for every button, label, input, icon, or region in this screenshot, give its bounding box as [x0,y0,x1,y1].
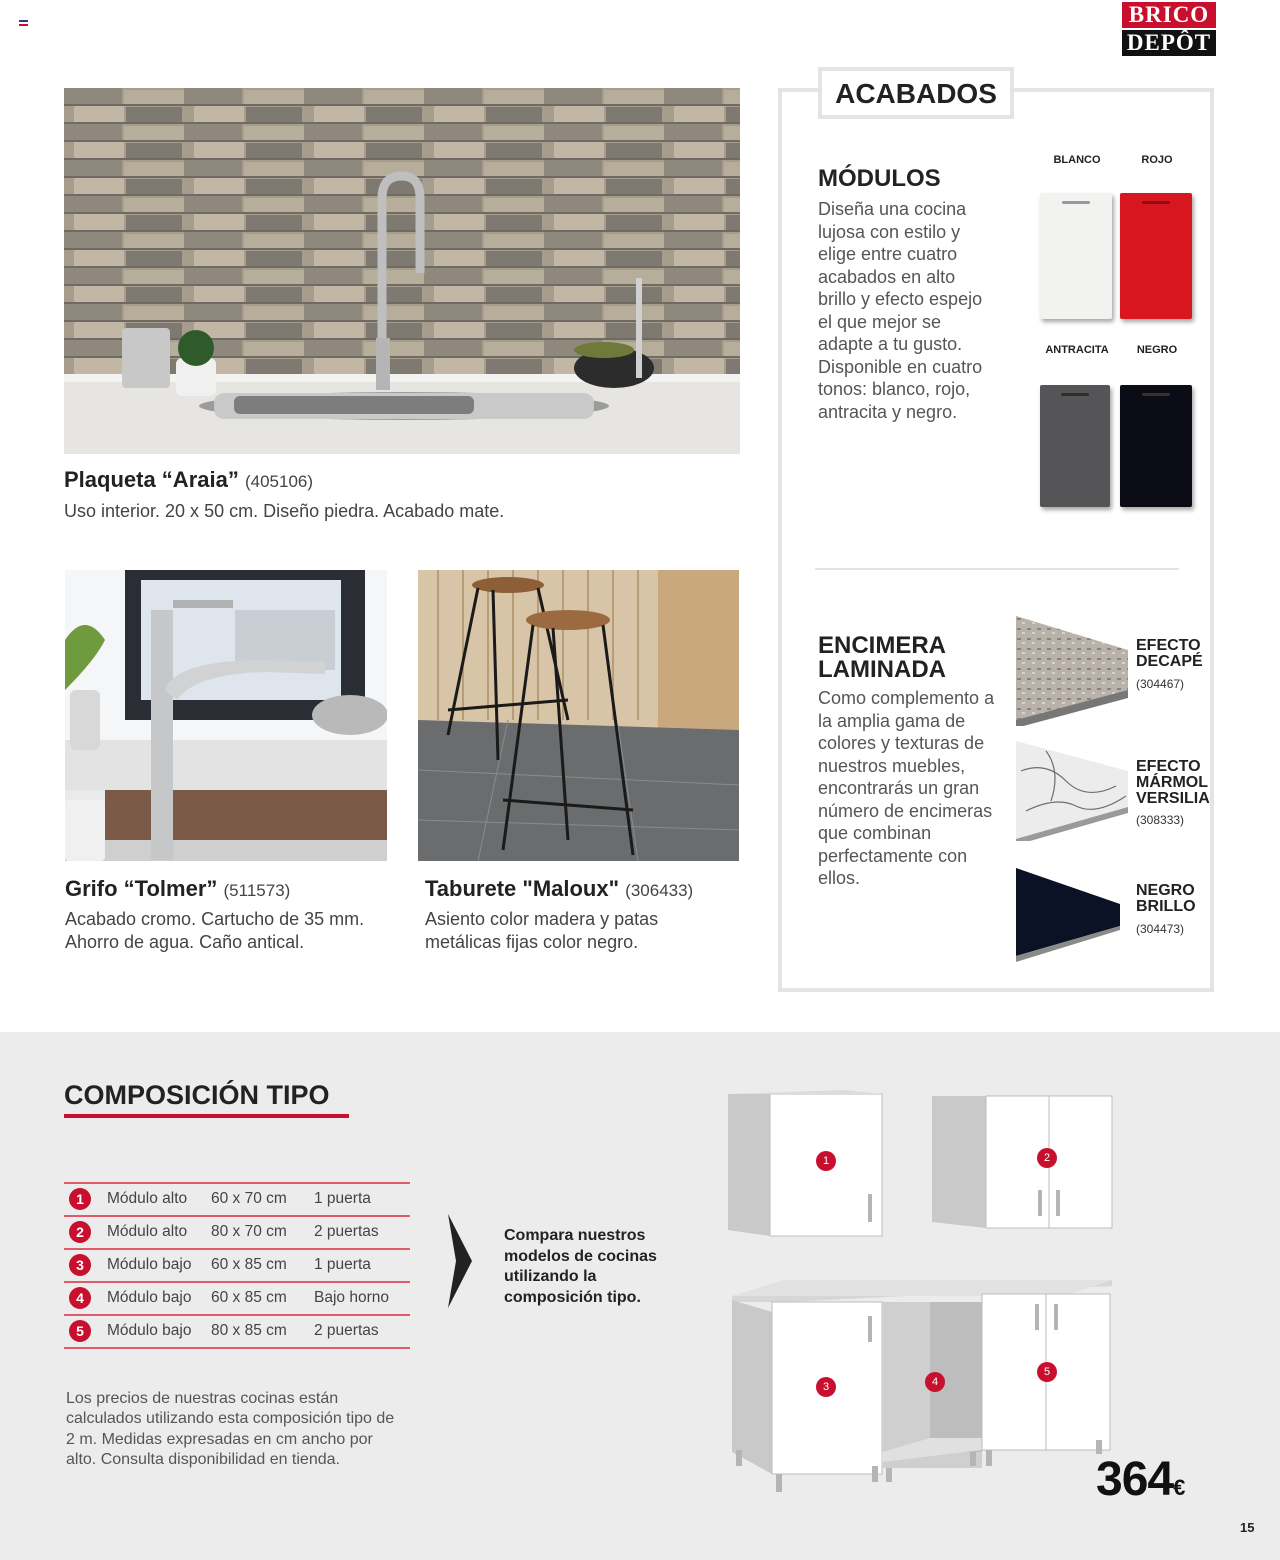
row-number: 5 [69,1320,91,1342]
encimera-decape-sample [1016,616,1128,726]
row-detail: 2 puertas [314,1223,379,1240]
row-detail: 1 puerta [314,1190,371,1207]
row-module: Módulo bajo [107,1322,192,1339]
row-detail: 1 puerta [314,1256,371,1273]
plaqueta-araia-photo [64,88,740,454]
composicion-price [1096,1452,1184,1507]
modulos-title: MÓDULOS [818,165,941,192]
row-number: 4 [69,1287,91,1309]
swatch-rojo [1120,193,1192,319]
row-size: 80 x 85 cm [211,1322,287,1339]
brico-depot-logo [1120,0,1218,57]
decape-line-1: EFECTO [1136,637,1201,654]
module-badge-1: 1 [816,1151,836,1171]
swatch-label-blanco: BLANCO [1053,154,1101,166]
grifo-name: Grifo “Tolmer” [65,876,218,901]
row-size: 60 x 70 cm [211,1190,287,1207]
logo-line-1: BRICO [1122,2,1216,28]
table-row [64,1215,410,1248]
page-number: 15 [1240,1520,1255,1535]
grifo-tolmer-photo [65,570,387,861]
swatch-label-rojo: ROJO [1141,154,1173,166]
row-size: 80 x 70 cm [211,1223,287,1240]
module-badge-5: 5 [1037,1362,1057,1382]
marmol-line-1: EFECTO [1136,758,1201,775]
row-size: 60 x 85 cm [211,1256,287,1273]
decape-line-2: DECAPÉ [1136,653,1203,670]
module-badge-3: 3 [816,1377,836,1397]
encimera-negro-code: (304473) [1136,922,1185,936]
marmol-line-2: MÁRMOL [1136,774,1208,791]
table-row [64,1248,410,1281]
taburete-code: (306433) [625,881,694,900]
flag-icon [19,20,28,26]
encimera-title [818,634,946,682]
row-detail: Bajo horno [314,1289,389,1306]
swatch-blanco [1040,193,1112,319]
plaqueta-description: Uso interior. 20 x 50 cm. Diseño piedra. Acabado mate. [64,501,505,521]
row-detail: 2 puertas [314,1322,379,1339]
composicion-underline [64,1114,349,1118]
encimera-title-line-1: ENCIMERA [818,632,947,659]
encimera-decape-name [1136,638,1203,670]
plaqueta-name: Plaqueta “Araia” [64,467,239,492]
price-value: 364 [1096,1453,1174,1506]
row-size: 60 x 85 cm [211,1289,287,1306]
encimera-negro-sample [1016,868,1128,966]
encimera-marmol-name [1136,759,1210,807]
price-currency: € [1173,1475,1185,1500]
acabados-tab: ACABADOS [818,67,1014,119]
grifo-title [65,876,290,902]
swatch-label-antracita: ANTRACITA [1045,344,1109,356]
compara-text: Compara nuestros modelos de cocinas utilizando la composición tipo. [504,1227,657,1306]
swatch-label-negro: NEGRO [1136,344,1178,356]
composicion-table [64,1182,410,1349]
table-row [64,1281,410,1314]
grifo-description: Acabado cromo. Cartucho de 35 mm. Ahorro de agua. Caño antical. [65,909,365,952]
row-number: 3 [69,1254,91,1276]
composicion-nota: Los precios de nuestras cocinas están calculados utilizando esta composición tipo de 2 m. Medidas expresadas en cm ancho por alto. Consulta disponibilidad en tienda. [66,1390,395,1468]
row-number: 1 [69,1188,91,1210]
row-module: Módulo alto [107,1223,188,1240]
encimera-marmol-sample [1016,741,1128,841]
composicion-title: COMPOSICIÓN TIPO [64,1080,330,1110]
encimera-title-line-2: LAMINADA [818,656,946,683]
grifo-code: (511573) [223,881,291,900]
swatch-negro [1120,385,1192,507]
negro-line-1: NEGRO [1136,882,1195,899]
taburete-title [425,876,693,902]
table-row [64,1314,410,1349]
encimera-body: Como complemento a la amplia gama de colores y texturas de nuestros muebles, encontrarás un gran número de encimeras que combinan perfectamente con ellos. [818,688,995,888]
row-module: Módulo bajo [107,1289,192,1306]
swatch-antracita [1040,385,1110,507]
plaqueta-title [64,467,313,493]
encimera-decape-code: (304467) [1136,677,1185,691]
taburete-name: Taburete "Maloux" [425,876,620,901]
panel-divider [815,568,1179,570]
arrow-right-icon [448,1214,474,1313]
module-badge-4: 4 [925,1372,945,1392]
encimera-marmol-code: (308333) [1136,813,1185,827]
negro-line-2: BRILLO [1136,898,1196,915]
modulos-body: Diseña una cocina lujosa con estilo y elige entre cuatro acabados en alto brillo y efecto espejo el que mejor se adapte a tu gusto. Disponible en cuatro tonos: blanco, rojo, antracita y negro. [818,199,983,422]
row-module: Módulo bajo [107,1256,192,1273]
marmol-line-3: VERSILIA [1136,790,1210,807]
table-row [64,1182,410,1215]
kitchen-composition-illustration [724,1090,1116,1505]
module-badge-2: 2 [1037,1148,1057,1168]
taburete-maloux-photo [418,570,739,861]
row-number: 2 [69,1221,91,1243]
logo-line-2: DEPÔT [1122,30,1216,56]
plaqueta-code: (405106) [244,472,314,491]
row-module: Módulo alto [107,1190,188,1207]
encimera-negro-name [1136,883,1196,915]
taburete-description: Asiento color madera y patas metálicas fijas color negro. [425,909,659,952]
